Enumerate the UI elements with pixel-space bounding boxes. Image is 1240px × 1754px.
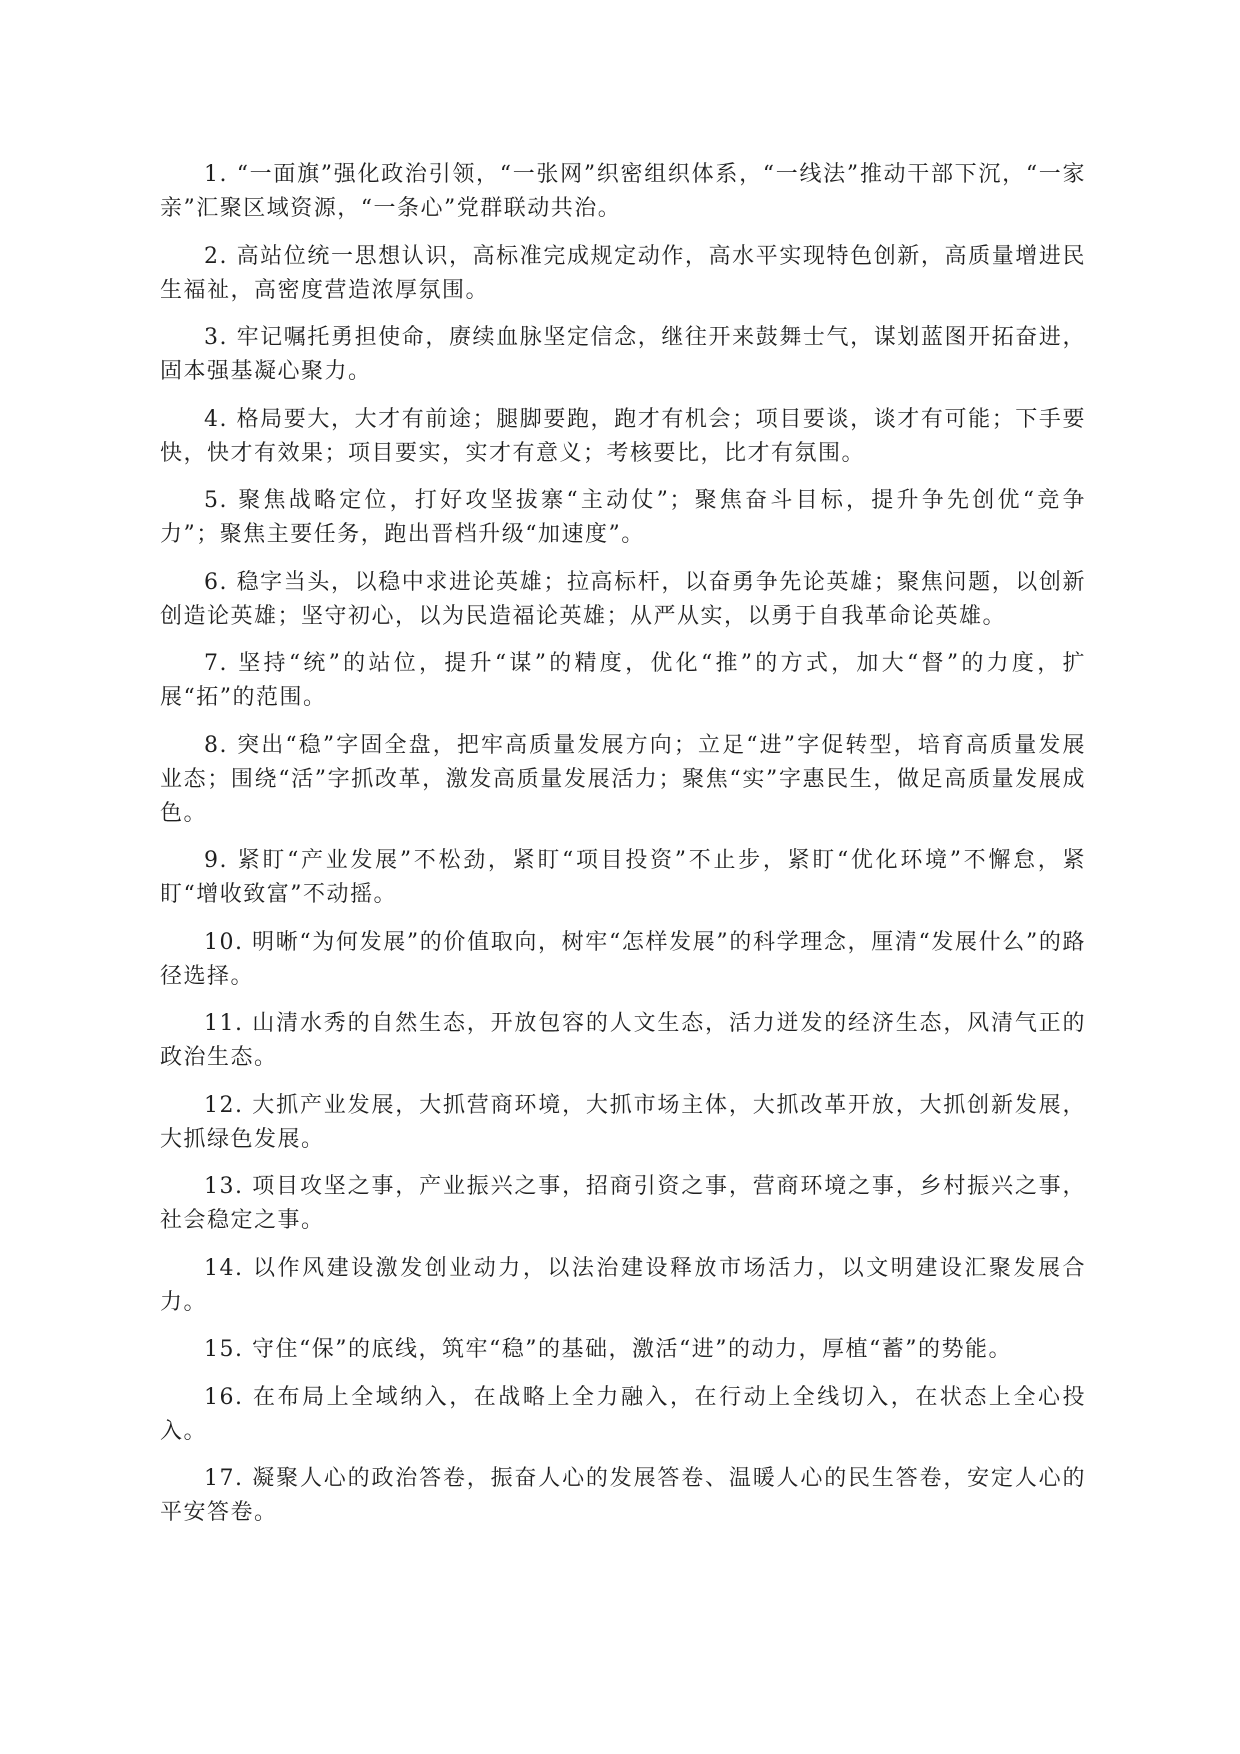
paragraph-17: 17. 凝聚人心的政治答卷，振奋人心的发展答卷、温暖人心的民生答卷，安定人心的平安答卷。 (160, 1466, 1086, 1525)
paragraph-1: 1. “一面旗”强化政治引领，“一张网”织密组织体系，“一线法”推动干部下沉，“一家亲”汇聚区域资源，“一条心”党群联动共治。 (160, 162, 1086, 221)
paragraph-11: 11. 山清水秀的自然生态，开放包容的人文生态，活力迸发的经济生态，风清气正的政治生态。 (160, 1011, 1086, 1070)
paragraph-2: 2. 高站位统一思想认识，高标准完成规定动作，高水平实现特色创新，高质量增进民生福祉，高密度营造浓厚氛围。 (160, 243, 1086, 303)
paragraph-8: 8. 突出“稳”字固全盘，把牢高质量发展方向；立足“进”字促转型，培育高质量发展业态；围绕“活”字抓改革，激发高质量发展活力；聚焦“实”字惠民生，做足高质量发展成色。 (160, 732, 1086, 826)
paragraph-15: 15. 守住“保”的底线，筑牢“稳”的基础，激活“进”的动力，厚植“蓄”的势能。 (204, 1337, 1012, 1362)
document-body (160, 158, 1086, 1544)
paragraph-16: 16. 在布局上全域纳入，在战略上全力融入，在行动上全线切入，在状态上全心投入。 (160, 1384, 1086, 1444)
paragraph-6: 6. 稳字当头，以稳中求进论英雄；拉高标杆，以奋勇争先论英雄；聚焦问题，以创新创造论英雄；坚守初心，以为民造福论英雄；从严从实，以勇于自我革命论英雄。 (160, 569, 1086, 629)
paragraph-14: 14. 以作风建设激发创业动力，以法治建设释放市场活力，以文明建设汇聚发展合力。 (160, 1255, 1086, 1315)
paragraph-7: 7. 坚持“统”的站位，提升“谋”的精度，优化“推”的方式，加大“督”的力度，扩展“拓”的范围。 (160, 651, 1086, 710)
paragraph-10: 10. 明晰“为何发展”的价值取向，树牢“怎样发展”的科学理念，厘清“发展什么”的路径选择。 (160, 929, 1086, 989)
paragraph-3: 3. 牢记嘱托勇担使命，赓续血脉坚定信念，继往开来鼓舞士气，谋划蓝图开拓奋进，固本强基凝心聚力。 (160, 325, 1086, 384)
paragraph-13: 13. 项目攻坚之事，产业振兴之事，招商引资之事，营商环境之事，乡村振兴之事，社会稳定之事。 (160, 1174, 1086, 1233)
paragraph-12: 12. 大抓产业发展，大抓营商环境，大抓市场主体，大抓改革开放，大抓创新发展，大抓绿色发展。 (160, 1092, 1086, 1152)
paragraph-5: 5. 聚焦战略定位，打好攻坚拔寨“主动仗”；聚焦奋斗目标，提升争先创优“竞争力”；聚焦主要任务，跑出晋档升级“加速度”。 (160, 488, 1086, 547)
paragraph-4: 4. 格局要大，大才有前途；腿脚要跑，跑才有机会；项目要谈，谈才有可能；下手要快，快才有效果；项目要实，实才有意义；考核要比，比才有氛围。 (160, 406, 1086, 466)
paragraph-9: 9. 紧盯“产业发展”不松劲，紧盯“项目投资”不止步，紧盯“优化环境”不懈怠，紧盯“增收致富”不动摇。 (160, 848, 1086, 907)
